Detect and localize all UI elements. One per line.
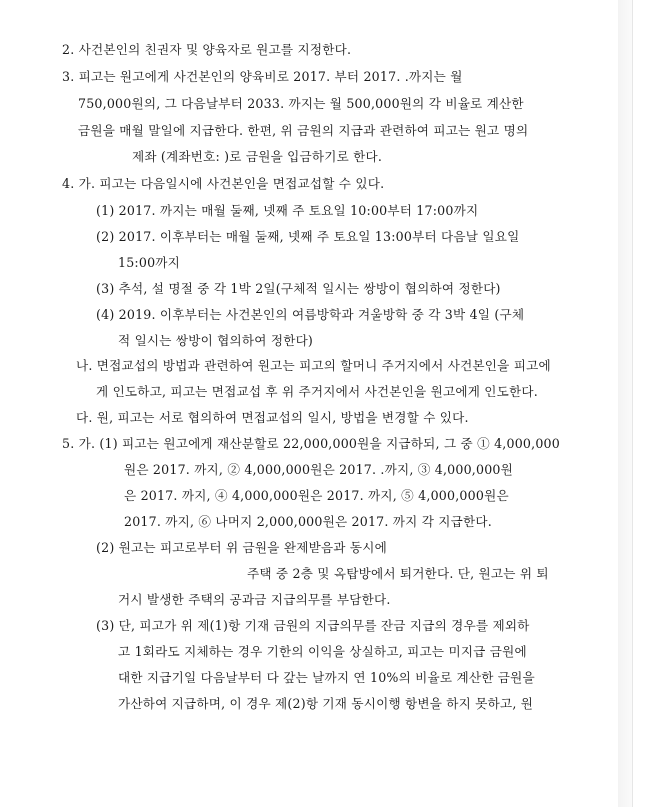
clause-4-ga-1: (1) 2017. 까지는 매월 둘째, 넷째 주 토요일 10:00부터 17:00까지 [96,203,479,218]
clause-5-ga-3-line-1: (3) 단, 피고가 위 제(1)항 기재 금원의 지급의무를 잔금 지급의 경우를 제외하 [96,618,530,633]
clause-5-ga-2-line-2: 주택 중 2층 및 옥탑방에서 퇴거한다. 단, 원고는 위 퇴 [247,566,549,581]
clause-4-ga: 4. 가. 피고는 다음일시에 사건본인을 면접교섭할 수 있다. [62,176,385,191]
clause-5-ga-1-line-4: 2017. 까지, ⑥ 나머지 2,000,000원은 2017. 까지 각 지급한다. [124,514,492,529]
clause-3-line-2: 750,000원의, 그 다음날부터 2033. 까지는 월 500,000원의 각 비율로 계산한 [78,96,524,111]
clause-4-da: 다. 원, 피고는 서로 협의하여 면접교섭의 일시, 방법을 변경할 수 있다. [76,410,469,425]
clause-5-ga-1-line-1: 5. 가. (1) 피고는 원고에게 재산분할로 22,000,000원을 지급하되, 그 중 ① 4,000,000 [62,436,560,451]
clause-4-ga-2-cont: 15:00까지 [118,255,181,270]
clause-3-line-4: 제좌 (계좌번호: )로 금원을 입금하기로 한다. [132,149,383,164]
clause-4-ga-4-cont: 적 일시는 쌍방이 협의하여 정한다) [118,333,314,348]
clause-5-ga-2-line-3: 거시 발생한 주택의 공과금 지급의무를 부담한다. [118,592,391,607]
clause-5-ga-1-line-3: 은 2017. 까지, ④ 4,000,000원은 2017. 까지, ⑤ 4,000,000원은 [124,488,509,503]
clause-5-ga-1-line-2: 원은 2017. 까지, ② 4,000,000원은 2017. .까지, ③ 4,000,000원 [124,462,514,477]
clause-5-ga-2-line-1: (2) 원고는 피고로부터 위 금원을 완제받음과 동시에 [96,540,387,555]
clause-5-ga-3-line-4: 가산하여 지급하며, 이 경우 제(2)항 기재 동시이행 항변을 하지 못하고, 원 [118,696,534,711]
clause-4-na-line-2: 게 인도하고, 피고는 면접교섭 후 위 주거지에서 사건본인을 원고에게 인도한다. [96,384,538,399]
page-edge [618,0,632,807]
clause-3-line-3: 금원을 매월 말일에 지급한다. 한편, 위 금원의 지급과 관련하여 피고는 원고 명의 [78,123,529,138]
clause-2: 2. 사건본인의 친권자 및 양육자로 원고를 지정한다. [62,42,352,57]
clause-3-line-1: 3. 피고는 원고에게 사건본인의 양육비로 2017. 부터 2017. .까지는 월 [62,69,463,84]
clause-4-ga-3: (3) 추석, 설 명절 중 각 1박 2일(구체적 일시는 쌍방이 협의하여 정한다) [96,281,501,296]
clause-4-na-line-1: 나. 면접교섭의 방법과 관련하여 원고는 피고의 할머니 주거지에서 사건본인을 피고에 [76,358,551,373]
clause-4-ga-4: (4) 2019. 이후부터는 사건본인의 여름방학과 겨울방학 중 각 3박 4일 (구체 [96,307,525,322]
clause-5-ga-3-line-3: 대한 지급기일 다음날부터 다 갚는 날까지 연 10%의 비율로 계산한 금원을 [118,670,535,685]
clause-5-ga-3-line-2: 고 1회라도 지체하는 경우 기한의 이익을 상실하고, 피고는 미지급 금원에 [118,644,527,659]
clause-4-ga-2: (2) 2017. 이후부터는 매월 둘째, 넷째 주 토요일 13:00부터 다음날 일요일 [96,229,520,244]
